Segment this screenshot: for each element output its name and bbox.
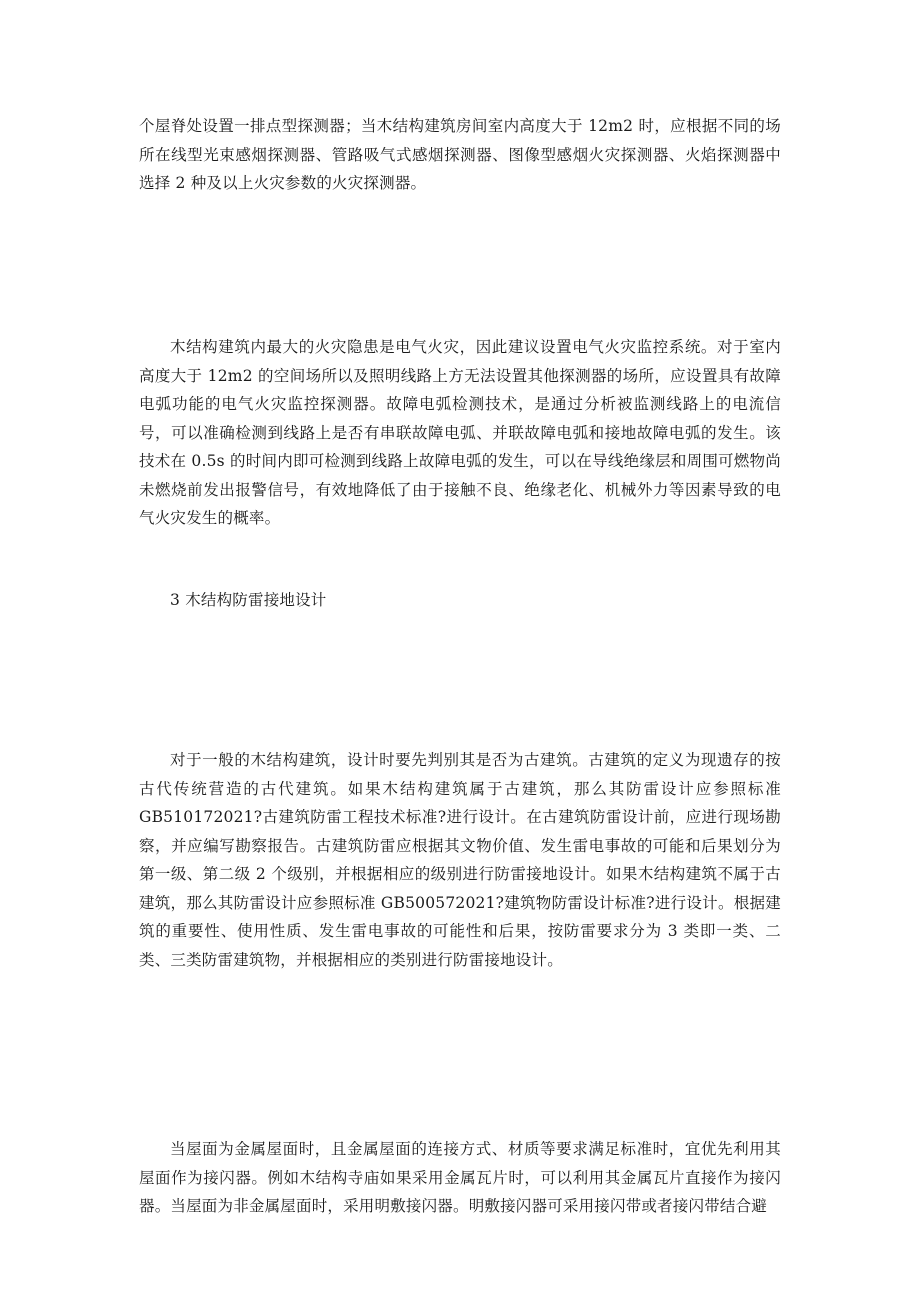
section-heading: 3 木结构防雷接地设计 <box>170 591 327 609</box>
paragraph-electrical-fire-monitoring: 木结构建筑内最大的火灾隐患是电气火灾，因此建议设置电气火灾监控系统。对于室内高度大于 12m2 的空间场所以及照明线路上方无法设置其他探测器的场所，应设置具有故障电弧功能的电气火灾监控探测器。故障电弧检测技术，是通过分析被监测线路上的电流信号，可以准确检测到线路上是否有串联故障电弧、并联故障电弧和接地故障电弧的发生。该技术在 0.5s 的时间内即可检测到线路上故障电弧的发生，可以在导线绝缘层和周围可燃物尚未燃烧前发出报警信号，有效地降低了由于接触不良、绝缘老化、机械外力等因素导致的电气火灾发生的概率。 <box>139 338 781 527</box>
paragraph-ancient-building-lightning-design: 对于一般的木结构建筑，设计时要先判别其是否为古建筑。古建筑的定义为现遗存的按古代传统营造的古代建筑。如果木结构建筑属于古建筑，那么其防雷设计应参照标准 GB510172021?古建筑防雷工程技术标准?进行设计。在古建筑防雷设计前，应进行现场勘察，并应编写勘察报告。古建筑防雷应根据其文物价值、发生雷电事故的可能和后果划分为第一级、第二级 2 个级别，并根据相应的级别进行防雷接地设计。如果木结构建筑不属于古建筑，那么其防雷设计应参照标准 GB500572021?建筑物防雷设计标准?进行设计。根据建筑的重要性、使用性质、发生雷电事故的可能性和后果，按防雷要求分为 3 类即一类、二类、三类防雷建筑物，并根据相应的类别进行防雷接地设计。 <box>139 751 781 969</box>
paragraph-fire-detector-selection: 个屋脊处设置一排点型探测器；当木结构建筑房间室内高度大于 12m2 时，应根据不同的场所在线型光束感烟探测器、管路吸气式感烟探测器、图像型感烟火灾探测器、火焰探测器中选择 2 种及以上火灾参数的火灾探测器。 <box>139 117 781 192</box>
paragraph-metal-roof-air-terminal: 当屋面为金属屋面时，且金属屋面的连接方式、材质等要求满足标准时，宜优先利用其屋面作为接闪器。例如木结构寺庙如果采用金属瓦片时，可以利用其金属瓦片直接作为接闪器。当屋面为非金属屋面时，采用明敷接闪器。明敷接闪器可采用接闪带或者接闪带结合避 <box>139 1140 781 1215</box>
